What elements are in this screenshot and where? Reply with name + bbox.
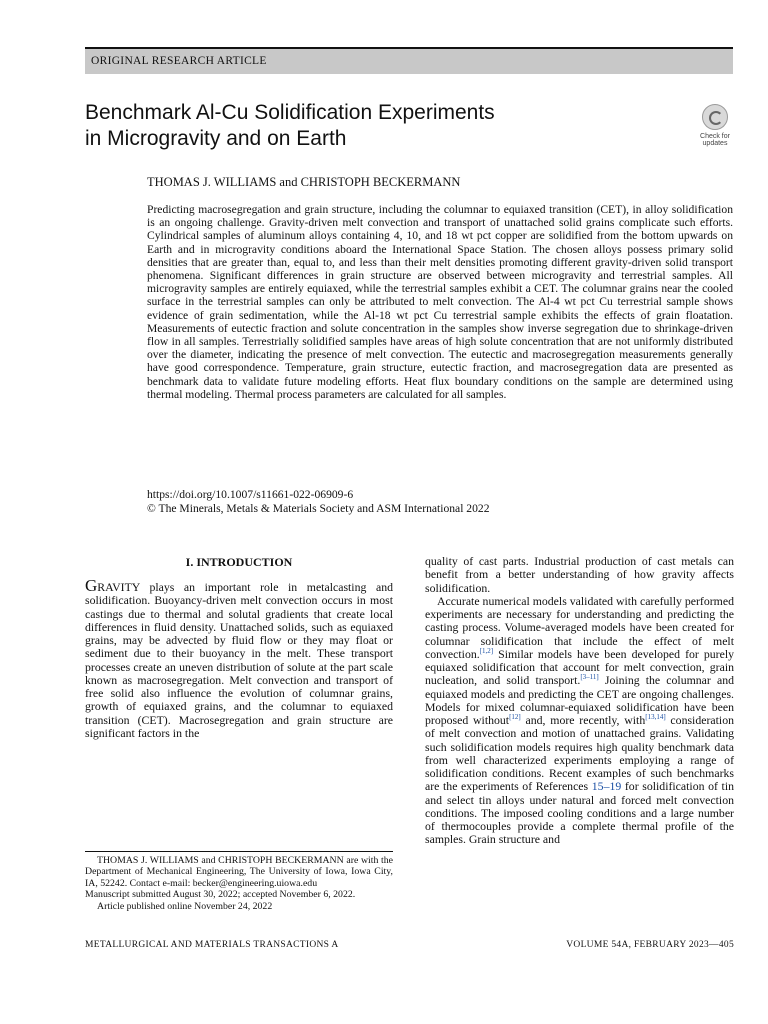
p2-text-f: for solidification of tin and select tin alloys under natural and forced melt convection conditions. The imposed cooling conditions and a large number of thermocouples provide a complete thermal profile of the samples. Grain structure and	[425, 779, 735, 847]
article-title	[85, 100, 625, 152]
copyright-line: © The Minerals, Metals & Materials Society and ASM International 2022	[147, 502, 490, 515]
intro-paragraph-1-text: RAVITY plays an important role in metalcasting and solidification. Buoyancy-driven melt convection occurs in most castings due to thermal and solutal gradients that create local differences in fluid density. Unattached solids, such as equiaxed grains, may be advected by fluid flow or they may float or sediment due to their buoyancy in the melt. These transport processes create an uneven distribution of solute at the part scale known as macrosegregation. Melt convection and transport of free solid also influence the evolution of columnar grains, growth of equiaxed grains, and the columnar to equiaxed transition (CET). Macrosegregation and grain structure are significant factors in the	[85, 580, 393, 740]
footnote-affiliation-text: are with the Department of Mechanical Engineering, The University of Iowa, Iowa City, IA, 52242. Contact e-mail: becker@engineering.uiowa.edu	[85, 855, 393, 889]
p2-text-e: consideration of melt convection and motion of unattached grains. Validating such solidification models requires high quality benchmark data from well characterized experiments employing a range of solidification conditions. Recent examples of such benchmarks are the experiments of References	[425, 713, 734, 794]
p2-text-d: and, more recently, with	[520, 713, 646, 727]
intro-paragraph-1	[85, 576, 393, 740]
intro-paragraph-2	[425, 595, 734, 847]
p2-text-c: Joining the columnar and equiaxed models and predicting the CET are ongoing challenges. Models for mixed columnar-equiaxed solidification have been proposed without	[425, 673, 735, 727]
citation-3-11[interactable]: [3–11]	[580, 673, 599, 682]
title-line-1: Benchmark Al-Cu Solidification Experiments	[85, 101, 495, 124]
intro-paragraph-1-continued: quality of cast parts. Industrial production of cast metals can benefit from a better understanding of how gravity affects solidification.	[425, 554, 734, 595]
article-type-label: ORIGINAL RESEARCH ARTICLE	[91, 55, 267, 67]
doi-link[interactable]: https://doi.org/10.1007/s11661-022-06909-6	[147, 488, 354, 501]
footnote-affiliation	[85, 855, 393, 889]
abstract: Predicting macrosegregation and grain structure, including the columnar to equiaxed transition (CET), in alloy solidification is an ongoing challenge. Gravity-driven melt convection and transport of unattached solid grains complicate such efforts. Cylindrical samples of aluminum alloys containing 4, 10, and 18 wt pct copper are solidified from the bottom upwards on Earth and in microgravity conditions aboard the International Space Station. The chosen alloys possess primary solid densities that are greater than, equal to, and less than their melt densities promoting different gravity-driven solid transport phenomena. Significant differences in grain structure are observed between microgravity and terrestrial samples. All microgravity samples are entirely equiaxed, while the terrestrial samples exhibit a CET. The columnar grains near the cooled surface in the terrestrial samples can only be attributed to melt convection. The Al-4 wt pct Cu terrestrial sample shows evidence of grain sedimentation, while the Al-18 wt pct Cu terrestrial sample exhibits the effects of grain floatation. Measurements of eutectic fraction and solute concentration in the samples show inverse segregation due to shrinkage-driven flow in all samples. Terrestrially solidified samples have areas of high solute concentration that are not uniformly distributed over the diameter, indicating the presence of melt convection. The eutectic and macrosegregation measurements generally have good correspondence. Temperature, grain structure, eutectic fraction, and macrosegregation data are presented as benchmark data to validate future modeling efforts. Heat flux boundary conditions on the sample are determined using thermal modeling. Thermal process parameters are calculated for all samples.	[147, 203, 733, 401]
author-footnote	[85, 851, 393, 912]
p2-text-b: Similar models have been developed for purely equiaxed solidification that account for melt convection, grain nucleation, and solid transport.	[425, 646, 734, 688]
footnote-published: Article published online November 24, 2022	[97, 900, 273, 912]
citation-12[interactable]: [12]	[509, 713, 521, 722]
check-for-updates-badge[interactable]	[696, 104, 734, 147]
p2-text-a: Accurate numerical models validated with carefully performed experiments are necessary for understanding and predicting the casting process. Volume-averaged models have been created for columnar solidification that include the effect of melt convection.	[425, 593, 734, 661]
title-line-2: in Microgravity and on Earth	[85, 127, 347, 150]
footnote-authors: THOMAS J. WILLIAMS and CHRISTOPH BECKERMANN	[97, 855, 344, 866]
check-for-updates-icon	[702, 104, 728, 130]
author-list: THOMAS J. WILLIAMS and CHRISTOPH BECKERMANN	[147, 175, 461, 189]
footer-journal: METALLURGICAL AND MATERIALS TRANSACTIONS A	[85, 940, 339, 950]
drop-cap: G	[85, 576, 98, 595]
right-column	[425, 555, 734, 847]
badge-line-1: Check for	[700, 133, 730, 140]
section-heading: I. INTRODUCTION	[185, 555, 293, 569]
left-column	[85, 555, 393, 740]
citation-1-2[interactable]: [1,2]	[479, 646, 494, 655]
footer-volume-page: VOLUME 54A, FEBRUARY 2023—405	[566, 940, 734, 950]
citation-15-19[interactable]: 15–19	[591, 779, 622, 794]
citation-13-14[interactable]: [13,14]	[645, 713, 666, 722]
article-type-banner	[85, 47, 733, 74]
footnote-manuscript: Manuscript submitted August 30, 2022; accepted November 6, 2022.	[85, 889, 356, 901]
badge-line-2: updates	[702, 140, 728, 147]
doi-block	[147, 488, 490, 516]
